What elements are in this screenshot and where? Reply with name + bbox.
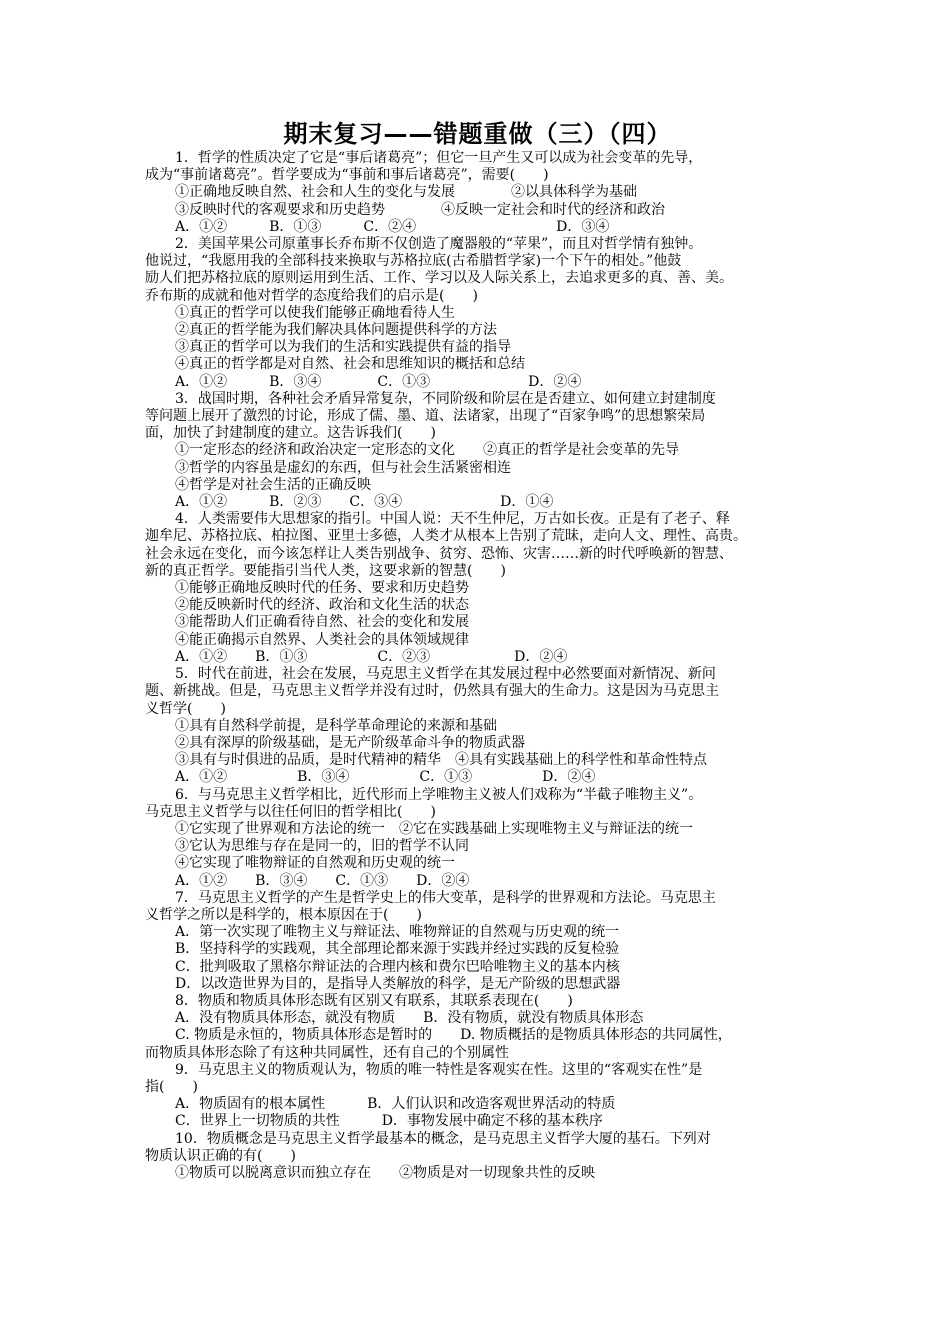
- text-line: 迦牟尼、苏格拉底、柏拉图、亚里士多德，人类才从根本上告别了荒昧，走向人文、理性、高贵。: [145, 528, 747, 545]
- text-line: ③具有与时俱进的品质，是时代精神的精华 ④具有实践基础上的科学性和革命性特点: [175, 752, 707, 769]
- text-line: A．①② B．①③ C．②④ D．③④: [175, 218, 610, 235]
- text-line: ③反映时代的客观要求和历史趋势 ④反映一定社会和时代的经济和政治: [175, 201, 665, 218]
- page-title: 期末复习——错题重做（三）（四）: [283, 120, 672, 148]
- text-line: ①真正的哲学可以使我们能够正确地看待人生: [175, 304, 455, 321]
- text-line: 成为“事前诸葛亮”。哲学要成为“事前和事后诸葛亮”，需要( ): [145, 167, 549, 184]
- text-line: ③哲学的内容虽是虚幻的东西，但与社会生活紧密相连: [175, 459, 511, 476]
- text-line: 等问题上展开了激烈的讨论，形成了儒、墨、道、法诸家，出现了“百家争鸣”的思想繁荣局: [145, 408, 706, 425]
- text-line: 指( ): [145, 1078, 198, 1095]
- text-line: ④它实现了唯物辩证的自然观和历史观的统一: [175, 855, 455, 872]
- text-line: 而物质具体形态除了有这种共同属性，还有自己的个别属性: [145, 1044, 509, 1061]
- text-line: 题、新挑战。但是，马克思主义哲学并没有过时，仍然具有强大的生命力。这是因为马克思主: [145, 683, 719, 700]
- text-line: ③真正的哲学可以为我们的生活和实践提供有益的指导: [175, 339, 511, 356]
- text-line: 5．时代在前进，社会在发展，马克思主义哲学在其发展过程中必然要面对新情况、新问: [175, 666, 716, 683]
- text-line: 6．与马克思主义哲学相比，近代形而上学唯物主义被人们戏称为“半截子唯物主义”。: [175, 786, 703, 803]
- document-body: [145, 150, 810, 1182]
- text-line: ②能反映新时代的经济、政治和文化生活的状态: [175, 597, 469, 614]
- text-line: 励人们把苏格拉底的原则运用到生活、工作、学习以及人际关系上，去追求更多的真、善、美。: [145, 270, 733, 287]
- document-page: [145, 118, 810, 1182]
- text-line: ①正确地反映自然、社会和人生的变化与发展 ②以具体科学为基础: [175, 184, 637, 201]
- text-line: C．批判吸取了黑格尔辩证法的合理内核和费尔巴哈唯物主义的基本内核: [175, 958, 620, 975]
- text-line: D．以改造世界为目的，是指导人类解放的科学，是无产阶级的思想武器: [175, 975, 621, 992]
- text-line: ②真正的哲学能为我们解决具体问题提供科学的方法: [175, 322, 497, 339]
- text-line: B．坚持科学的实践观，其全部理论都来源于实践并经过实践的反复检验: [175, 941, 620, 958]
- text-line: ③能帮助人们正确看待自然、社会的变化和发展: [175, 614, 469, 631]
- text-line: ①物质可以脱离意识而独立存在 ②物质是对一切现象共性的反映: [175, 1164, 595, 1181]
- text-line: ④能正确揭示自然界、人类社会的具体领域规律: [175, 631, 469, 648]
- text-line: A．①② B．③④ C．①③ D．②④: [175, 769, 596, 786]
- text-line: 1．哲学的性质决定了它是“事后诸葛亮”；但它一旦产生又可以成为社会变革的先导，: [175, 150, 703, 166]
- text-line: C．世界上一切物质的共性 D．事物发展中确定不移的基本秩序: [175, 1113, 603, 1130]
- text-line: ①能够正确地反映时代的任务、要求和历史趋势: [175, 580, 469, 597]
- text-line: A．①② B．②③ C．③④ D．①④: [175, 494, 554, 511]
- text-line: ①具有自然科学前提，是科学革命理论的来源和基础: [175, 717, 497, 734]
- text-line: 9．马克思主义的物质观认为，物质的唯一特性是客观实在性。这里的“客观实在性”是: [175, 1061, 703, 1078]
- text-line: ④真正的哲学都是对自然、社会和思维知识的概括和总结: [175, 356, 525, 373]
- text-line: 4．人类需要伟大思想家的指引。中国人说：天不生仲尼，万古如长夜。正是有了老子、释: [175, 511, 730, 528]
- text-line: 他说过，“我愿用我的全部科技来换取与苏格拉底(古希腊哲学家)一个下午的相处。”他鼓: [145, 253, 682, 270]
- text-line: 义哲学( ): [145, 700, 226, 717]
- text-line: A．物质固有的根本属性 B．人们认识和改造客观世界活动的特质: [175, 1096, 616, 1113]
- text-line: 乔布斯的成就和他对哲学的态度给我们的启示是( ): [145, 287, 478, 304]
- text-line: A．没有物质具体形态，就没有物质 B．没有物质，就没有物质具体形态: [175, 1010, 644, 1027]
- text-line: 10．物质概念是马克思主义哲学最基本的概念，是马克思主义哲学大厦的基石。下列对: [175, 1130, 711, 1147]
- text-line: 8．物质和物质具体形态既有区别又有联系，其联系表现在( ): [175, 992, 573, 1009]
- text-line: ①一定形态的经济和政治决定一定形态的文化 ②真正的哲学是社会变革的先导: [175, 442, 679, 459]
- text-line: 社会永远在变化，而今该怎样让人类告别战争、贫穷、恐怖、灾害……新的时代呼唤新的智慧、: [145, 545, 733, 562]
- text-line: A．①② B．①③ C．②③ D．②④: [175, 648, 568, 665]
- text-line: ③它认为思维与存在是同一的，旧的哲学不认同: [175, 838, 469, 855]
- text-line: A．第一次实现了唯物主义与辩证法、唯物辩证的自然观与历史观的统一: [175, 924, 620, 941]
- text-line: 新的真正哲学。要能指引当代人类，这要求新的智慧( ): [145, 562, 506, 579]
- text-line: 面，加快了封建制度的建立。这告诉我们( ): [145, 425, 436, 442]
- text-line: ②具有深厚的阶级基础，是无产阶级革命斗争的物质武器: [175, 734, 525, 751]
- text-line: 马克思主义哲学与以往任何旧的哲学相比( ): [145, 803, 436, 820]
- text-line: 义哲学之所以是科学的，根本原因在于( ): [145, 906, 422, 923]
- text-line: A．①② B．③④ C．①③ D．②④: [175, 373, 582, 390]
- text-line: 3．战国时期，各种社会矛盾异常复杂，不同阶级和阶层在是否建立、如何建立封建制度: [175, 390, 716, 407]
- text-line: A．①② B．③④ C．①③ D．②④: [175, 872, 470, 889]
- text-line: C. 物质是永恒的，物质具体形态是暂时的 D. 物质概括的是物质具体形态的共同属性，: [175, 1027, 732, 1044]
- text-line: ①它实现了世界观和方法论的统一 ②它在实践基础上实现唯物主义与辩证法的统一: [175, 820, 693, 837]
- text-line: 7．马克思主义哲学的产生是哲学史上的伟大变革，是科学的世界观和方法论。马克思主: [175, 889, 716, 906]
- text-line: 2．美国苹果公司原董事长乔布斯不仅创造了魔器般的“苹果”，而且对哲学情有独钟。: [175, 236, 703, 253]
- text-line: 物质认识正确的有( ): [145, 1147, 296, 1164]
- text-line: ④哲学是对社会生活的正确反映: [175, 476, 371, 493]
